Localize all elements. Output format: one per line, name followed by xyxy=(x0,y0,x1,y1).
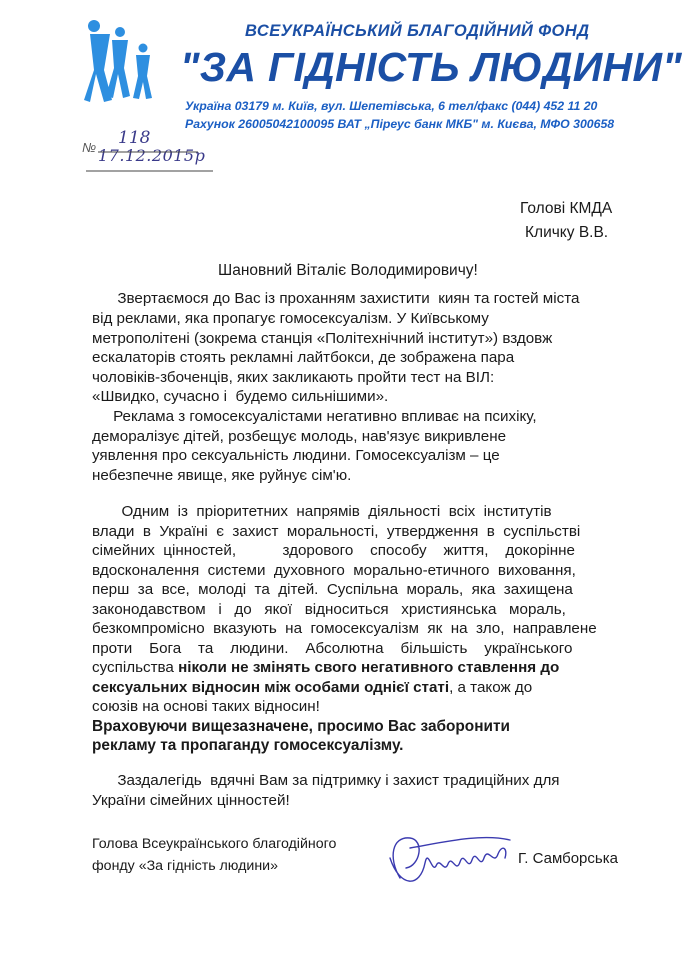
bank-details-line: Рахунок 26005042100095 ВАТ „Піреус банк МКБ" м. Києва, МФО 300658 xyxy=(185,117,615,131)
emphasis-text: ніколи не змінять свого негативного ставлення до xyxy=(178,659,560,676)
body-line: «Швидко, сучасно і будемо сильнішими». xyxy=(92,388,389,405)
addressee-title: Голові КМДА xyxy=(520,200,613,217)
body-line: вдосконалення системи духовного морально-етичного виховання, xyxy=(92,562,576,579)
signatory-organization: фонду «За гідність людини» xyxy=(92,858,278,874)
salutation: Шановний Віталіє Володимировичу! xyxy=(218,262,478,279)
body-text: , а також до xyxy=(449,679,533,696)
org-title: "ЗА ГІДНІСТЬ ЛЮДИНИ" xyxy=(180,44,682,90)
body-line: проти Бога та людини. Абсолютна більшість українського xyxy=(92,640,573,657)
body-line-emphasis xyxy=(92,658,602,678)
request-line: рекламу та пропаганду гомосексуалізму. xyxy=(92,737,404,754)
body-line: уявлення про сексуальність людини. Гомосексуалізм – це xyxy=(92,447,500,464)
body-line: Одним із пріоритетних напрямів діяльності всіх інститутів xyxy=(92,503,552,520)
body-line: ескалаторів стоять рекламні лайтбокси, де зображена пара xyxy=(92,349,515,366)
org-name: ВСЕУКРАЇНСЬКИЙ БЛАГОДІЙНИЙ ФОНД xyxy=(245,22,590,40)
body-line: Заздалегідь вдячні Вам за підтримку і захист традиційних для xyxy=(92,772,560,789)
reg-date: 17.12.2015р xyxy=(98,146,206,165)
body-text: суспільства xyxy=(92,659,179,676)
body-line: безкомпромісно вказують на гомосексуалізм як на зло, направлене xyxy=(92,620,597,637)
body-line: деморалізує дітей, розбещує молодь, нав'язує викривлене xyxy=(92,428,507,445)
body-line: сімейних цінностей, здорового способу життя, докорінне xyxy=(92,542,575,559)
foundation-logo-icon xyxy=(80,18,162,104)
address-line: Україна 03179 м. Київ, вул. Шепетівська, 6 тел/факс (044) 452 11 20 xyxy=(185,99,598,113)
handwritten-signature-icon xyxy=(370,818,520,898)
reg-number-prefix: № xyxy=(82,140,97,155)
body-line: законодавством і до якої відноситься християнська мораль, xyxy=(92,601,566,618)
reg-underlines xyxy=(78,140,228,174)
signatory-name: Г. Самборська xyxy=(518,850,618,867)
reg-number: 118 xyxy=(118,128,151,148)
addressee-name: Кличку В.В. xyxy=(525,224,609,241)
body-line: метрополітені (зокрема станція «Політехнічний інститут») вздовж xyxy=(92,330,553,347)
body-line: союзів на основі таких відносин! xyxy=(92,698,320,715)
emphasis-text: сексуальних відносин між особами однієї статі xyxy=(92,679,450,696)
body-line: влади в Україні є захист моральності, утвердження в суспільстві xyxy=(92,523,581,540)
signatory-position: Голова Всеукраїнського благодійного xyxy=(92,836,337,852)
body-line: України сімейних цінностей! xyxy=(92,792,290,809)
body-line: Реклама з гомосексуалістами негативно впливає на психіку, xyxy=(92,408,537,425)
request-line: Враховуючи вищезазначене, просимо Вас заборонити xyxy=(92,718,510,735)
body-line-emphasis xyxy=(92,678,602,698)
body-line: Звертаємося до Вас із проханням захистити киян та гостей міста xyxy=(92,290,580,307)
body-line: перш за все, молоді та дітей. Суспільна мораль, яка захищена xyxy=(92,581,573,598)
body-line: чоловіків-збоченців, яких закликають пройти тест на ВІЛ: xyxy=(92,369,495,386)
body-line: від реклами, яка пропагує гомосексуалізм. У Київському xyxy=(92,310,489,327)
body-line: небезпечне явище, яке руйнує сім'ю. xyxy=(92,467,352,484)
